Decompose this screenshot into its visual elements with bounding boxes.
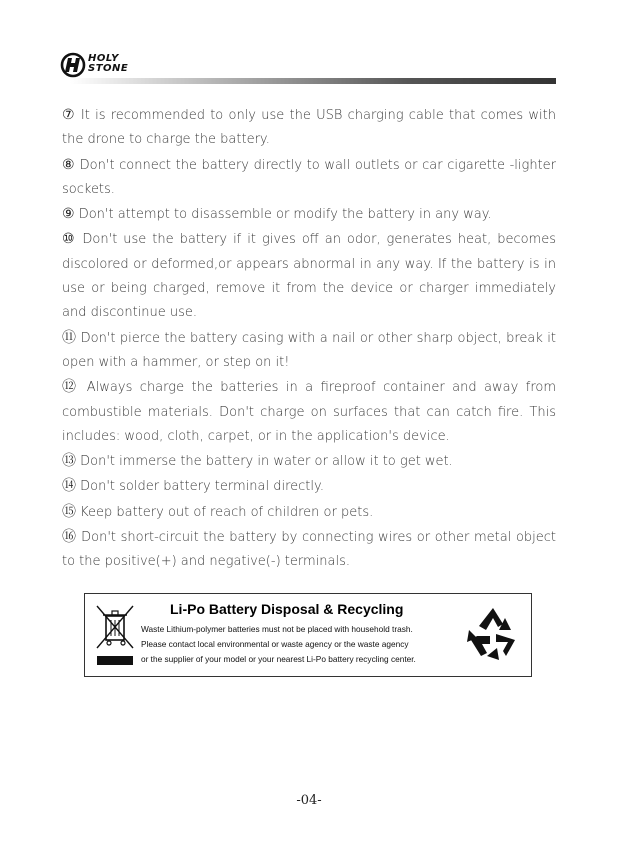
item-marker: ⑨	[62, 206, 75, 223]
item-marker: ⑯	[62, 529, 77, 546]
list-item	[62, 153, 556, 203]
header-rule	[70, 78, 556, 84]
recycling-icon	[463, 604, 523, 664]
disposal-text	[141, 622, 481, 667]
disposal-line-2: Please contact local environmental or waste agency or the waste agency	[141, 639, 409, 649]
list-item	[62, 227, 556, 325]
list-item	[62, 326, 556, 376]
list-item	[62, 474, 556, 499]
item-text: Don't attempt to disassemble or modify the battery in any way.	[74, 207, 492, 223]
item-text: Don't short-circuit the battery by connecting wires or other metal object to the positive(+) and negative(-) terminals.	[62, 530, 557, 570]
disposal-line-1: Waste Lithium-polymer batteries must not be placed with household trash.	[141, 624, 413, 634]
disposal-title: Li-Po Battery Disposal & Recycling	[170, 601, 404, 617]
item-marker: ⑭	[62, 478, 76, 495]
list-item	[62, 500, 556, 525]
item-marker: ⑮	[62, 503, 76, 520]
item-text: Always charge the batteries in a fireproof container and away from combustible materials. Don't charge on surfaces that can catch fire. This includes: wood, cloth, carpet, or in the application's device.	[62, 380, 556, 444]
item-marker: ⑫	[62, 379, 80, 396]
disposal-notice-box	[84, 593, 532, 677]
list-item	[62, 525, 556, 575]
brand-word-2: STONE	[88, 63, 129, 74]
safety-instructions	[62, 103, 556, 575]
item-marker: ⑧	[62, 156, 76, 173]
item-text: Don't use the battery if it gives off an odor, generates heat, becomes discolored or deformed,or appears abnormal in any way. If the battery is in use or being charged, remove it from the device or charger immediately and discontinue use.	[62, 232, 556, 321]
item-marker: ⑩	[62, 231, 77, 248]
list-item	[62, 375, 556, 449]
item-marker: ⑪	[62, 329, 77, 346]
item-text: Don't immerse the battery in water or allow it to get wet.	[76, 454, 453, 470]
list-item	[62, 449, 556, 474]
holy-stone-logo-icon	[60, 52, 86, 78]
crossed-out-bin-icon	[95, 604, 135, 668]
list-item	[62, 202, 556, 227]
list-item	[62, 103, 556, 153]
item-marker: ⑦	[62, 107, 76, 123]
item-text: Don't connect the battery directly to wall outlets or car cigarette -lighter sockets.	[62, 157, 556, 197]
item-marker: ⑬	[62, 453, 76, 470]
item-text: Don't pierce the battery casing with a nail or other sharp object, break it open with a hammer, or step on it!	[62, 330, 556, 370]
item-text: Don't solder battery terminal directly.	[76, 479, 324, 495]
brand-word-1: HOLY	[88, 53, 119, 64]
item-text: It is recommended to only use the USB charging cable that comes with the drone to charge the battery.	[62, 108, 556, 148]
page-number: -04-	[296, 793, 322, 808]
item-text: Keep battery out of reach of children or pets.	[76, 504, 374, 520]
disposal-line-3: or the supplier of your model or your nearest Li-Po battery recycling center.	[141, 654, 416, 664]
page-header	[60, 50, 556, 88]
